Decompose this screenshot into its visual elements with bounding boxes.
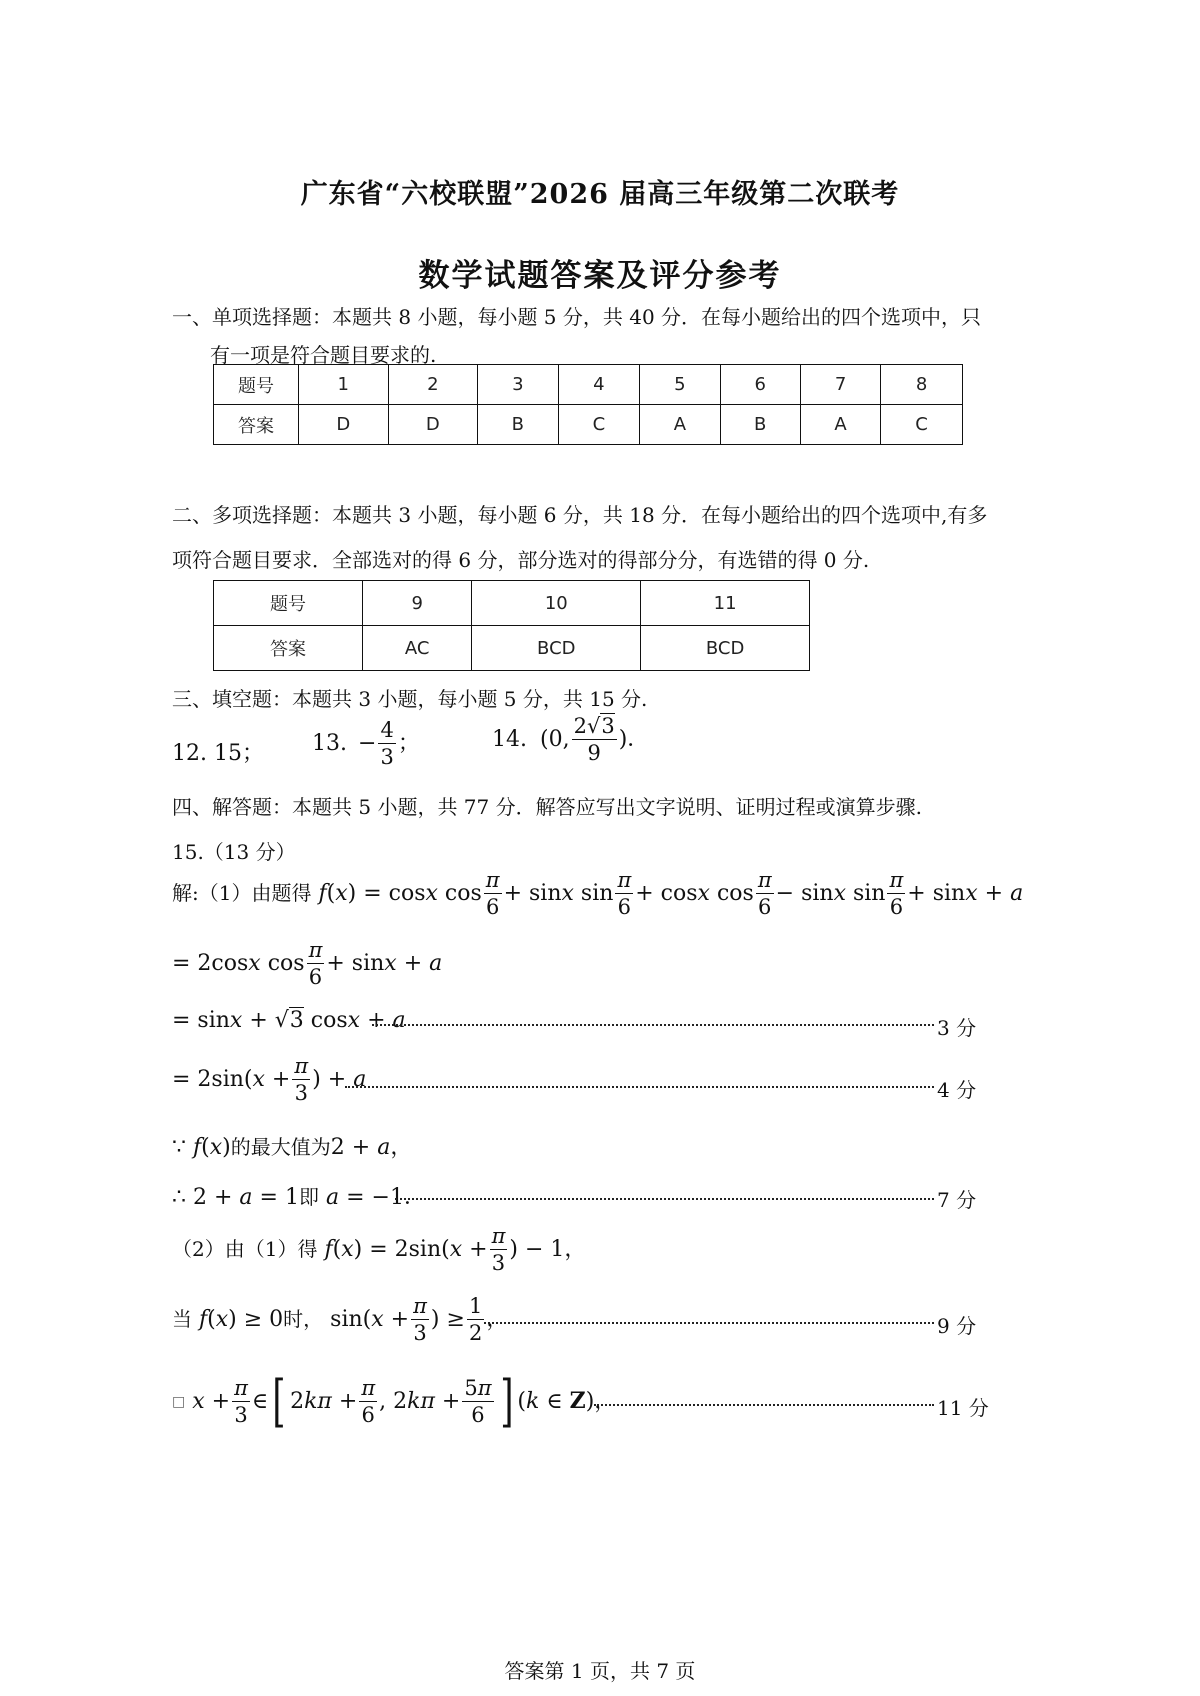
page-title: 广东省“六校联盟”2026 届高三年级第二次联考 [300, 179, 900, 210]
score-11: 11 分 [937, 1396, 989, 1420]
leader-dots [345, 1086, 934, 1088]
solution-line-9: □ x + $\frac{\pi}{3}$ ∈[ 2kπ + $\frac{\pi}{6}$ , 2kπ + $\frac{5\pi}{6}$ ] (k ∈ Z)， [172, 1369, 617, 1434]
answer-14: 14. (0, $\frac{2√3}{9}$ )． [492, 714, 650, 765]
table-row [214, 405, 963, 445]
score-4: 4 分 [937, 1078, 977, 1102]
section1-intro-line2: 有一项是符合题目要求的. [210, 343, 437, 367]
answer-12: 12. 15； [172, 741, 264, 766]
solution-line-4: = 2sin(x + $\frac{\pi}{3}$ ) + a [172, 1054, 367, 1105]
solution-line-5: ∵ f(x)的最大值为2 + a， [172, 1135, 413, 1160]
row-label-answer: 答案 [214, 626, 363, 671]
answer-13-label: 13. [312, 731, 347, 756]
section1-answer-table [213, 364, 963, 445]
solution-line-3: = sinx + √3 cosx + a [172, 1008, 406, 1033]
cell-answer: C [881, 405, 963, 445]
row-label-answer: 答案 [214, 405, 299, 445]
cell-answer: C [558, 405, 640, 445]
solution-prefix: 解:（1）由题得 [172, 881, 312, 905]
placeholder-box-glyph: □ [172, 1394, 186, 1410]
leader-dots [395, 1198, 934, 1200]
leader-dots [372, 1024, 934, 1026]
cell-number: 11 [641, 581, 810, 626]
row-label-number: 题号 [214, 581, 363, 626]
cell-answer: AC [363, 626, 472, 671]
table-row [214, 581, 810, 626]
part2-prefix: （2）由（1）得 [172, 1237, 318, 1261]
when-text: 当 [172, 1307, 192, 1331]
score-7: 7 分 [937, 1188, 977, 1212]
section1-intro-line1: 一、单项选择题：本题共 8 小题，每小题 5 分，共 40 分．在每小题给出的四个选项中，只 [172, 305, 982, 329]
page-subtitle: 数学试题答案及评分参考 [418, 258, 782, 294]
therefore-text: 即 [298, 1185, 319, 1209]
section3-intro: 三、填空题：本题共 3 小题，每小题 5 分，共 15 分. [172, 687, 648, 711]
cell-answer: A [800, 405, 880, 445]
cell-answer: D [388, 405, 478, 445]
table-row [214, 365, 963, 405]
cell-number: 8 [881, 365, 963, 405]
cell-number: 5 [640, 365, 720, 405]
cell-answer: D [299, 405, 389, 445]
solution-line-1: 解:（1）由题得 f(x) = cosx cos $\frac{\pi}{6}$ + sinx sin $\frac{\pi}{6}$ + cosx cos $\frac{\pi}{6}$ − sinx sin $\frac{\pi}{6}$ + sinx + a [172, 868, 1024, 919]
solution-line-6: ∴ 2 + a = 1即 a = −1． [172, 1185, 426, 1210]
solution-line-7: （2）由（1）得 f(x) = 2sin(x + $\frac{\pi}{3}$ ) − 1， [172, 1224, 587, 1275]
section2-intro-line1: 二、多项选择题：本题共 3 小题，每小题 6 分，共 18 分．在每小题给出的四个选项中,有多 [172, 503, 988, 527]
solution-line-8: 当 f(x) ≥ 0时， sin(x + $\frac{\pi}{3}$ ) ≥ $\frac{1}{2}$ ， [172, 1294, 509, 1345]
leader-dots [594, 1404, 934, 1406]
cell-answer: B [478, 405, 558, 445]
cell-number: 6 [720, 365, 800, 405]
cell-number: 9 [363, 581, 472, 626]
cell-number: 7 [800, 365, 880, 405]
score-9: 9 分 [937, 1314, 977, 1338]
cell-number: 2 [388, 365, 478, 405]
question-15-heading: 15.（13 分） [172, 840, 296, 864]
section2-answer-table [213, 580, 810, 671]
cell-number: 4 [558, 365, 640, 405]
max-value-text: 的最大值为 [230, 1135, 331, 1159]
section4-intro: 四、解答题：本题共 5 小题，共 77 分．解答应写出文字说明、证明过程或演算步骤. [172, 795, 922, 819]
page-footer: 答案第 1 页，共 7 页 [504, 1659, 696, 1683]
cell-answer: A [640, 405, 720, 445]
cell-number: 3 [478, 365, 558, 405]
when-tail-text: 时， [283, 1307, 324, 1331]
table-row [214, 626, 810, 671]
cell-number: 10 [472, 581, 641, 626]
answer-14-label: 14. [492, 727, 527, 752]
score-3: 3 分 [937, 1016, 977, 1040]
section2-intro-line2: 项符合题目要求．全部选对的得 6 分，部分选对的得部分分，有选错的得 0 分. [172, 548, 870, 572]
cell-number: 1 [299, 365, 389, 405]
solution-line-2: = 2cosx cos $\frac{\pi}{6}$ + sinx + a [172, 938, 443, 989]
row-label-number: 题号 [214, 365, 299, 405]
answer-13: 13. − $\frac{4}{3}$ ； [312, 718, 420, 769]
cell-answer: B [720, 405, 800, 445]
cell-answer: BCD [641, 626, 810, 671]
cell-answer: BCD [472, 626, 641, 671]
leader-dots [484, 1322, 934, 1324]
